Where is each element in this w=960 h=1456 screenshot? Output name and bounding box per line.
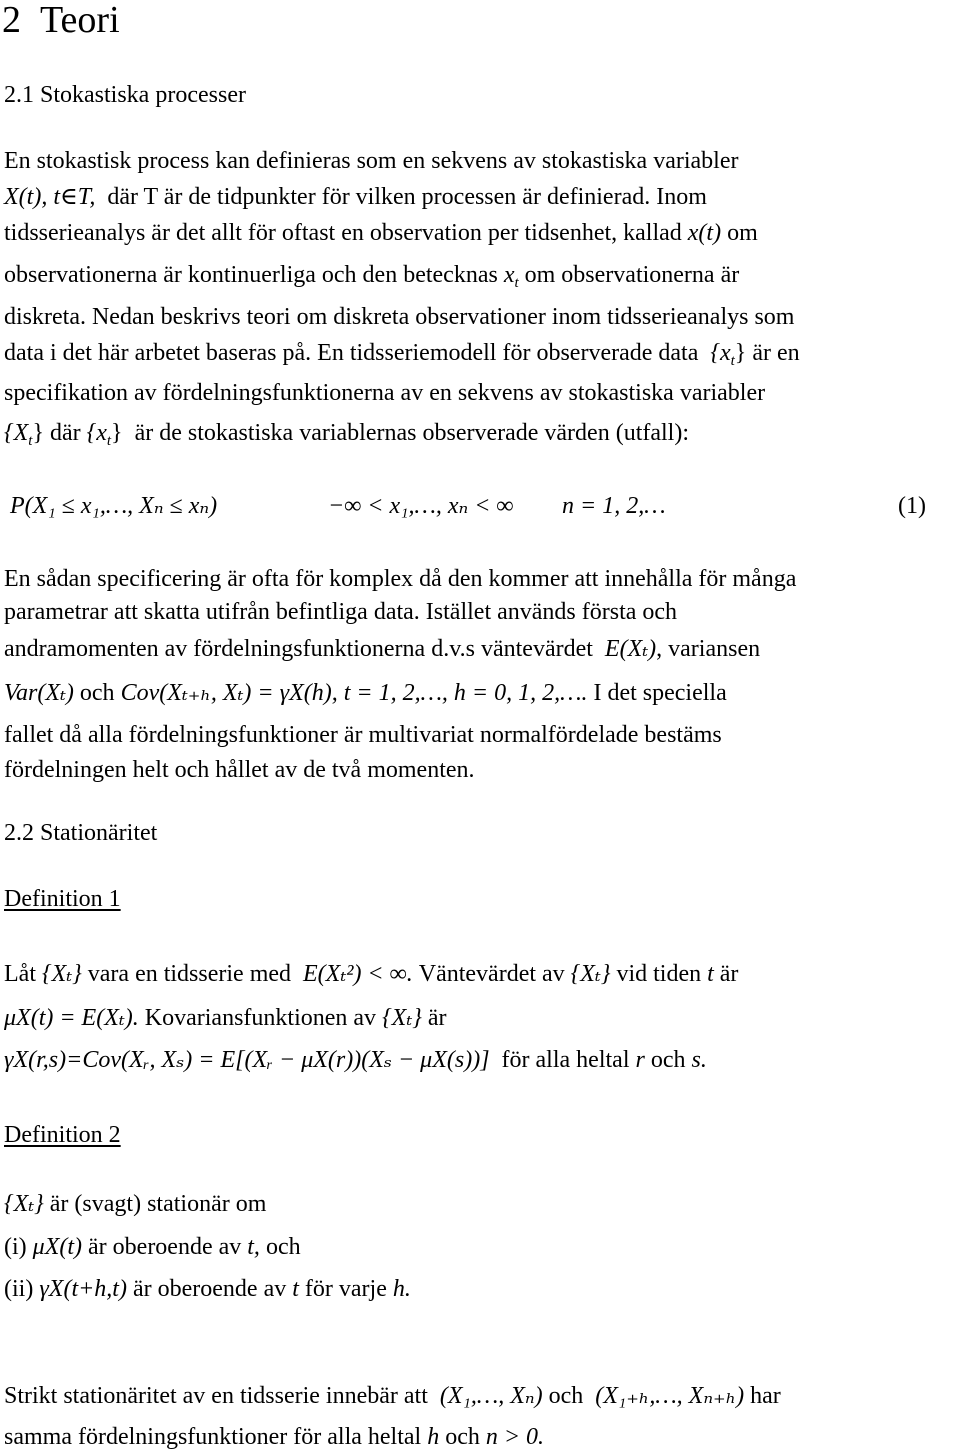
chapter-heading [2,0,120,40]
math-mean-function: μX(t) = E(Xₜ). [4,1005,139,1031]
paragraph-3-text: samma fördelningsfunktioner för alla heltal [4,1424,422,1450]
math-brace: } [32,420,44,446]
math-t: t [292,1276,299,1302]
math-covariance-function: γX(r,s)=Cov(Xᵣ, Xₛ) = E[(Xᵣ − μX(r))(Xₛ − μX(s))] [4,1047,490,1073]
paragraph-3-line-2 [4,1421,544,1453]
math-subscript: t [514,275,519,291]
paragraph-1-text: observationerna är kontinuerliga och den betecknas [4,262,498,288]
definition-1-label: Definition 1 [4,886,121,912]
definition-text: är oberoende av [132,1276,287,1302]
paragraph-1-line-1: En stokastisk process kan definieras som en sekvens av stokastiska variabler [4,148,739,174]
paragraph-2-text: I det speciella [593,680,727,706]
math-set-x: {x [710,340,731,366]
paragraph-1-line-8 [4,417,689,449]
section-title: Stationäritet [40,820,158,846]
math-set-X: {Xₜ} [41,961,82,987]
paragraph-3-line-1 [4,1380,781,1412]
paragraph-1-text: är de stokastiska variablernas observerade värden (utfall): [134,420,690,446]
definition-text: är [719,961,739,987]
definition-text: Kovariansfunktionen av [144,1005,377,1031]
math-h: h. [392,1276,411,1302]
definition-text: för alla heltal [501,1047,630,1073]
definition-text: och [265,1234,301,1260]
paragraph-2-line-3 [4,633,760,665]
section-title: Stokastiska processer [40,82,246,108]
math-t: t [707,961,714,987]
paragraph-1-text: där [49,420,81,446]
paragraph-2-text: , variansen [656,636,761,662]
paragraph-2-line-4 [4,677,727,709]
definition-1-line-3 [4,1044,707,1076]
math-n-values: n = 1, 2,… [562,493,666,519]
equation-1-n [562,490,666,522]
math-range: −∞ < x₁,…, xₙ < ∞ [328,493,514,519]
math-set-X: {Xₜ} [4,1191,44,1217]
math-subscript: t [106,433,112,449]
math-r: r [635,1047,645,1073]
math-subscript: t [730,353,735,369]
math-mean-function: μX(t) [32,1234,83,1260]
definition-text: är [427,1005,447,1031]
definition-text: vid tiden [616,961,702,987]
math-autocovariance: γX(t+h,t) [39,1276,127,1302]
paragraph-1-line-6 [4,337,800,369]
paragraph-1-text: är en [752,340,800,366]
chapter-title: Teori [40,0,120,41]
paragraph-2-line-1: En sådan specificering är ofta för komplex då den kommer att innehålla för många [4,566,797,592]
math-t: t, [247,1234,260,1260]
definition-text: är (svagt) stationär om [49,1191,267,1217]
math-probability: P(X₁ ≤ x₁,…, Xₙ ≤ xₙ) [10,493,218,519]
math-brace: } [111,420,123,446]
definition-2-label: Definition 2 [4,1122,121,1148]
paragraph-1-text: om [727,220,758,246]
definition-text: är oberoende av [88,1234,242,1260]
paragraph-1-text: data i det här arbetet baseras på. En tidsseriemodell för observerade data [4,340,699,366]
paragraph-3-text: Strikt stationäritet av en tidsserie innebär att [4,1383,428,1409]
paragraph-1-line-2 [4,181,707,213]
math-covariance: Cov(Xₜ₊ₕ, Xₜ) = γX(h), t = 1, 2,…, h = 0, 1, 2,…. [120,680,588,706]
definition-2-line-1 [4,1188,266,1220]
math-subscript: t [28,433,33,449]
math-set-X: {X [4,420,29,446]
list-number: (ii) [4,1276,34,1302]
paragraph-3-text: och [445,1424,480,1450]
math-set-X: {Xₜ} [570,961,611,987]
paragraph-1-line-5: diskreta. Nedan beskrivs teori om diskreta observationer inom tidsserieanalys som [4,304,795,330]
paragraph-3-text: och [548,1383,584,1409]
paragraph-1-text: om observationerna är [524,262,740,288]
section-number: 2.2 [4,820,34,846]
math-n-positive: n > 0. [485,1424,545,1450]
equation-1-range [328,490,514,522]
paragraph-2-line-5: fallet då alla fördelningsfunktioner är multivariat normalfördelade bestäms [4,722,722,748]
definition-1-line-2 [4,1002,447,1034]
paragraph-1-text: där T är de tidpunkter för vilken processen är definierad. Inom [107,184,707,210]
math-x: x [503,262,515,288]
math-brace: } [734,340,747,366]
math-h: h [427,1424,440,1450]
paragraph-2-text: andramomenten av fördelningsfunktionerna d.v.s väntevärdet [4,636,593,662]
math-variance: Var(Xₜ) [4,680,74,706]
section-number: 2.1 [4,82,34,108]
paragraph-1-text: tidsserieanalys är det allt för oftast en observation per tidsenhet, kallad [4,220,682,246]
definition-2-line-2 [4,1231,301,1263]
math-x-of-t: X(t), t∈T, [4,184,96,210]
math-s: s. [691,1047,707,1073]
definition-1-line-1 [4,958,738,990]
equation-1-lhs [10,490,217,522]
definition-text: vara en tidsserie med [87,961,292,987]
definition-text: och [650,1047,686,1073]
paragraph-3-text: har [750,1383,781,1409]
paragraph-1-line-7: specifikation av fördelningsfunktionerna av en sekvens av stokastiska variabler [4,380,766,406]
equation-1-label: (1) [898,493,926,519]
math-lower-x-of-t: x(t) [687,220,722,246]
list-number: (i) [4,1234,27,1260]
paragraph-1-line-4 [4,259,739,291]
math-set-x: {x [86,420,107,446]
math-expectation: E(Xₜ) [604,636,657,662]
math-vector-shifted: (X₁₊ₕ,…, Xₙ₊ₕ) [595,1383,745,1409]
paragraph-2-line-6: fördelningen helt och hållet av de två momenten. [4,757,475,783]
chapter-number: 2 [2,0,21,41]
paragraph-2-line-2: parametrar att skatta utifrån befintliga data. Istället används första och [4,599,678,625]
definition-text: Låt [4,961,36,987]
math-vector-1: (X₁,…, Xₙ) [439,1383,543,1409]
section-heading-2-1 [4,80,246,110]
section-heading-2-2 [4,818,157,848]
definition-text: för varje [304,1276,387,1302]
paragraph-1-line-3 [4,217,758,249]
definition-text: Väntevärdet av [418,961,565,987]
math-second-moment: E(Xₜ²) < ∞. [303,961,413,987]
definition-2-line-3 [4,1273,411,1305]
math-set-X: {Xₜ} [382,1005,422,1031]
paragraph-2-text: och [79,680,115,706]
